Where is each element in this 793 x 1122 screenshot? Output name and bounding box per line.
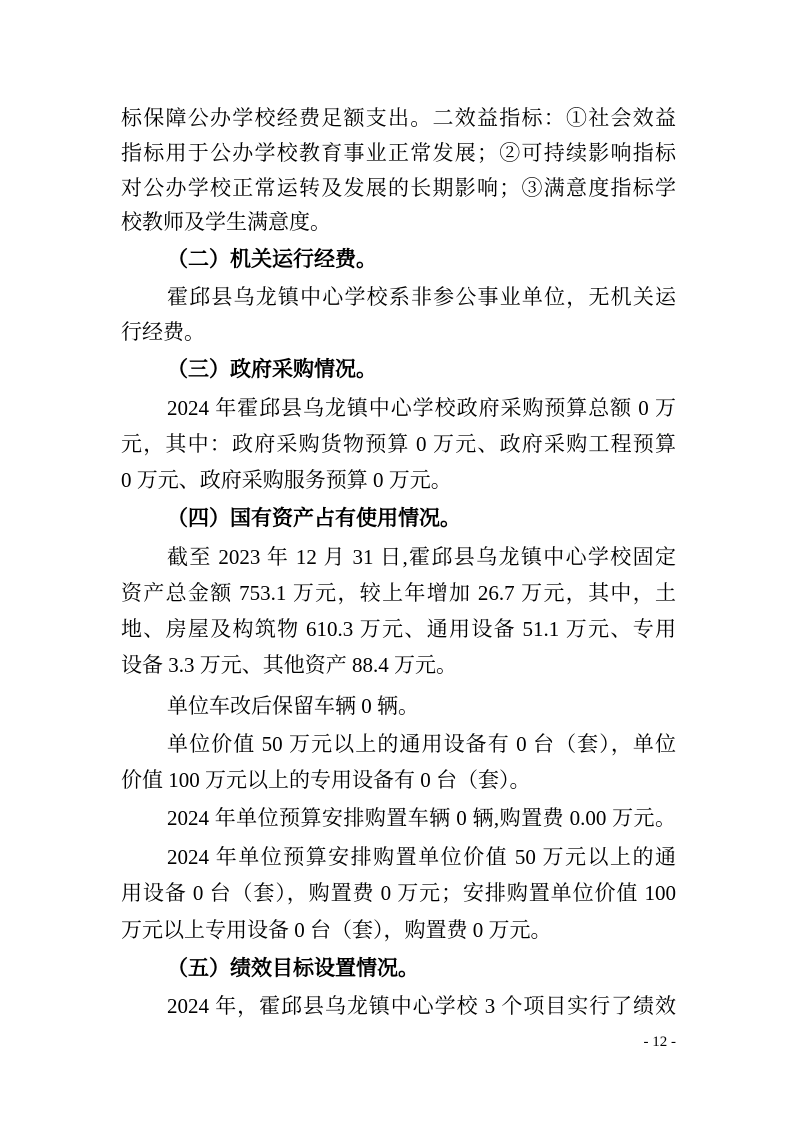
paragraph-vehicles-retained: 单位车改后保留车辆 0 辆。	[167, 694, 419, 718]
text-line: 元，其中：政府采购货物预算 0 万元、政府采购工程预算	[121, 432, 676, 456]
text-line: 地、房屋及构筑物 610.3 万元、通用设备 51.1 万元、专用	[121, 617, 676, 641]
text-line: 2024 年单位预算安排购置单位价值 50 万元以上的通	[167, 845, 676, 869]
section-heading-performance-targets: （五）绩效目标设置情况。	[167, 956, 419, 980]
page-number: - 12 -	[643, 1034, 676, 1050]
text-line: 万元以上专用设备 0 台（套），购置费 0 万元。	[121, 918, 552, 942]
text-line: 2024 年霍邱县乌龙镇中心学校政府采购预算总额 0 万	[167, 396, 676, 420]
text-line: 价值 100 万元以上的专用设备有 0 台（套）。	[121, 768, 531, 792]
text-line: 行经费。	[121, 320, 205, 344]
text-line: 设备 3.3 万元、其他资产 88.4 万元。	[121, 653, 457, 677]
section-heading-operating-funds: （二）机关运行经费。	[167, 247, 377, 271]
paragraph-vehicle-purchase-budget: 2024 年单位预算安排购置车辆 0 辆,购置费 0.00 万元。	[167, 806, 676, 830]
text-line: 单位价值 50 万元以上的通用设备有 0 台（套），单位	[167, 732, 676, 756]
text-line: 0 万元、政府采购服务预算 0 万元。	[121, 468, 452, 492]
text-line: 标保障公办学校经费足额支出。二效益指标：①社会效益	[121, 106, 676, 130]
text-line: 对公办学校正常运转及发展的长期影响；③满意度指标学	[121, 176, 676, 200]
text-line: 校教师及学生满意度。	[121, 210, 331, 234]
text-line: 霍邱县乌龙镇中心学校系非参公事业单位，无机关运	[167, 285, 676, 309]
paragraph-performance-projects: 2024 年，霍邱县乌龙镇中心学校 3 个项目实行了绩效	[167, 994, 676, 1018]
section-heading-procurement: （三）政府采购情况。	[167, 357, 377, 381]
text-line: 资产总金额 753.1 万元，较上年增加 26.7 万元，其中，土	[121, 581, 676, 605]
section-heading-state-assets: （四）国有资产占有使用情况。	[167, 506, 461, 530]
text-line: 指标用于公办学校教育事业正常发展；②可持续影响指标	[121, 141, 676, 165]
text-line: 截至 2023 年 12 月 31 日,霍邱县乌龙镇中心学校固定	[167, 545, 676, 569]
text-line: 用设备 0 台（套），购置费 0 万元；安排购置单位价值 100	[121, 881, 676, 905]
